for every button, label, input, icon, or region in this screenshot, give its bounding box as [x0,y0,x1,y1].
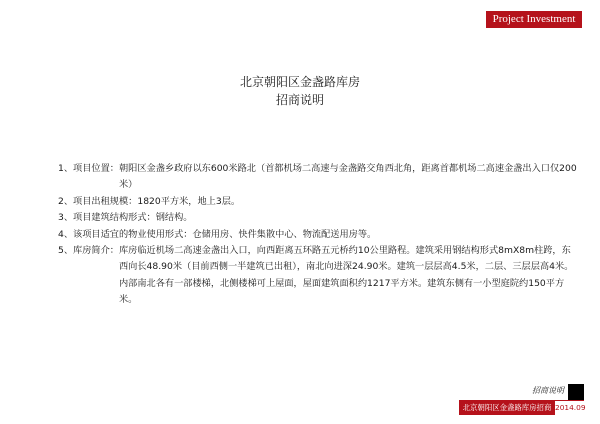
list-item [58,210,578,226]
title-block [0,73,600,109]
page-subtitle: 招商说明 [275,93,324,107]
item-body: 朝阳区金盏乡政府以东600米路北（首都机场二高速与金盏路交角西北角，距离首都机场二高速金盏出入口仅200米） [118,163,577,191]
project-investment-badge: Project Investment [486,11,582,27]
item-list [58,161,578,309]
footer-caption: 招商说明 [532,386,564,395]
footer-project-label: 北京朝阳区金盏路库房招商 [459,401,555,415]
page-title: 北京朝阳区金盏路库房 [239,75,360,89]
list-item [58,243,578,309]
list-item [58,227,578,243]
item-body: 钢结构。 [155,212,193,224]
item-lead: 1、项目位置： [58,163,119,174]
item-lead: 2、项目出租规模： [58,195,138,207]
header-rule [486,27,582,28]
item-lead: 4、该项目适宜的物业使用形式： [58,228,193,240]
item-body: 库房临近机场二高速金盏出入口，向西距离五环路五元桥约10公里路程。建筑采用钢结构形式8mX8m柱跨，东西向长48.90米（目前西侧一半建筑已出租），南北向进深24.90米。建筑一层层高4.5米，二层、三层层高4米。内部南北各有一部楼梯，北侧楼梯可上屋面，屋面建筑面积约1217平方米。建筑东侧有一小型庭院约150平方米。 [118,245,574,306]
footer-date: 2014.09 [555,403,586,412]
item-body: 仓储用房、快件集散中心、物流配送用房等。 [192,228,377,240]
item-body: 1820平方米，地上3层。 [137,195,241,207]
item-lead: 5、库房简介： [58,245,119,257]
list-item [58,161,578,194]
footer-square [568,384,584,400]
item-lead: 3、项目建筑结构形式： [58,212,156,224]
list-item [58,194,578,210]
